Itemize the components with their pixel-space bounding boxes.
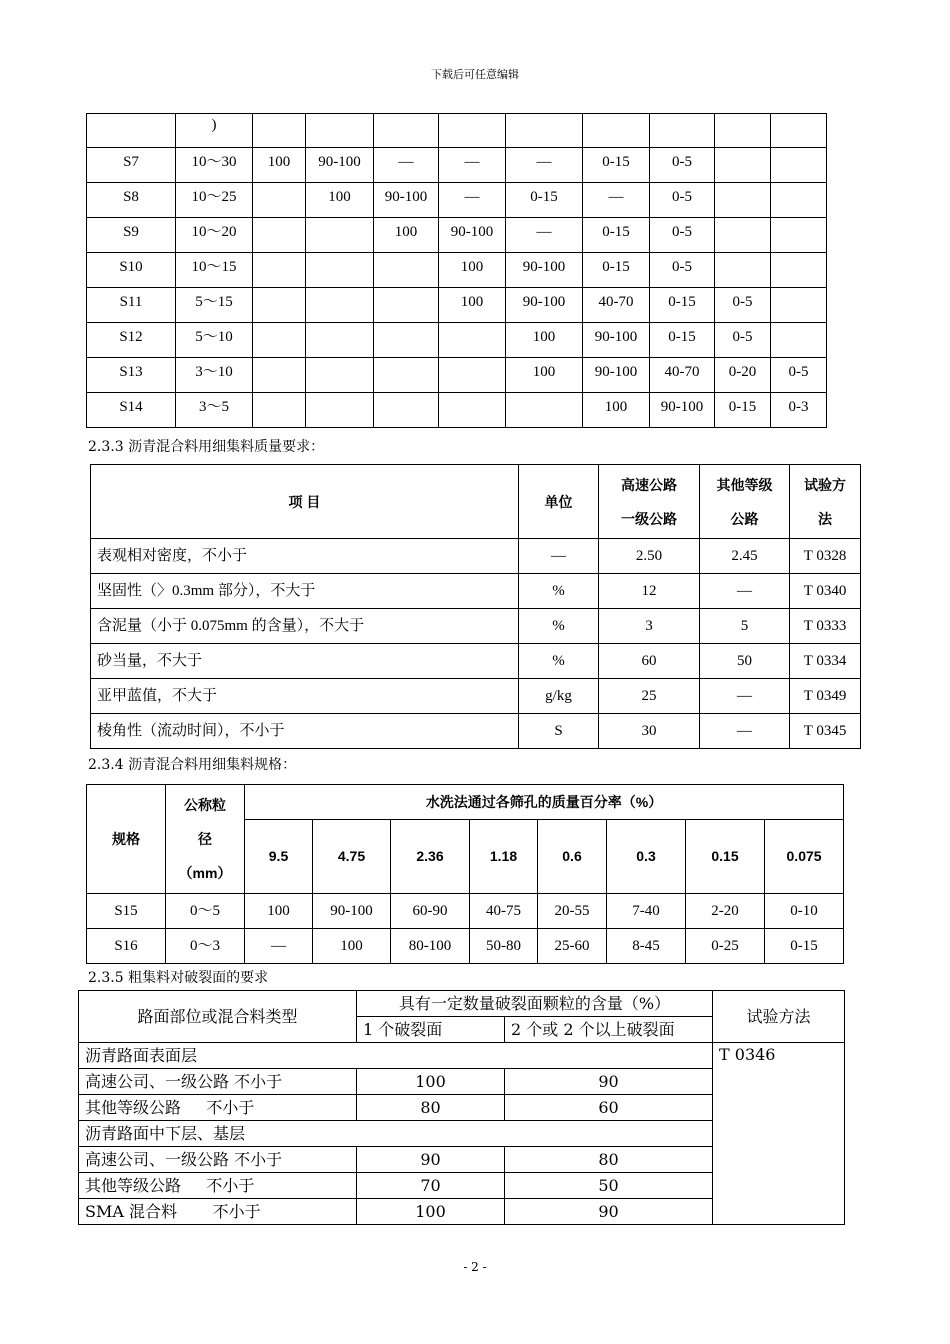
table-cell: 10～30 xyxy=(176,148,253,183)
table-row xyxy=(91,539,861,574)
value-cell: 80 xyxy=(357,1095,505,1121)
value-cell: 100 xyxy=(357,1199,505,1225)
table-cell: 30 xyxy=(599,714,700,749)
table-cell: — xyxy=(439,148,506,183)
header-test-method xyxy=(790,465,861,539)
item-cell: 含泥量（小于 0.075mm 的含量），不大于 xyxy=(91,609,519,644)
table-cell: % xyxy=(519,644,599,679)
header-other-line2: 公路 xyxy=(730,510,759,527)
table-cell: — xyxy=(700,679,790,714)
table-cell xyxy=(253,288,306,323)
header-nominal-size xyxy=(166,785,245,894)
table-row xyxy=(91,609,861,644)
table-cell: 5 xyxy=(700,609,790,644)
table-cell xyxy=(253,323,306,358)
item-cell: 亚甲蓝值，不大于 xyxy=(91,679,519,714)
table-cell: 0-15 xyxy=(650,323,715,358)
table-cell: 5～10 xyxy=(176,323,253,358)
item-cell: 砂当量，不大于 xyxy=(91,644,519,679)
spec-code-cell: S12 xyxy=(87,323,176,358)
header-passing-percent: 水洗法通过各筛孔的质量百分率（%） xyxy=(245,785,844,820)
table-cell: 60-90 xyxy=(391,894,470,929)
table-row xyxy=(87,393,827,428)
table-cell xyxy=(87,114,176,148)
table-cell xyxy=(253,253,306,288)
spec-code-cell: S10 xyxy=(87,253,176,288)
table-cell: 0～5 xyxy=(166,894,245,929)
table-cell xyxy=(374,358,439,393)
table-cell: 0-10 xyxy=(765,894,844,929)
table-cell xyxy=(715,218,771,253)
table-cell: 0-15 xyxy=(765,929,844,964)
table-cell: — xyxy=(245,929,313,964)
table-cell: 100 xyxy=(306,183,374,218)
sieve-size-header: 0.3 xyxy=(607,820,686,894)
spec-code-cell: S9 xyxy=(87,218,176,253)
spec-code-cell: S7 xyxy=(87,148,176,183)
sieve-size-header: 2.36 xyxy=(391,820,470,894)
header-method: 试验方法 xyxy=(713,991,845,1043)
table-cell: 3～10 xyxy=(176,358,253,393)
header-highway xyxy=(599,465,700,539)
table-cell: 100 xyxy=(506,358,583,393)
table-cell: 100 xyxy=(253,148,306,183)
value-cell: 50 xyxy=(505,1173,713,1199)
header-item: 项 目 xyxy=(91,465,519,539)
table-cell: 90-100 xyxy=(583,358,650,393)
table-cell: 25 xyxy=(599,679,700,714)
sieve-size-header: 9.5 xyxy=(245,820,313,894)
table-cell: — xyxy=(700,714,790,749)
value-cell: 60 xyxy=(505,1095,713,1121)
table-cell: 0-15 xyxy=(583,218,650,253)
header-size-line1: 公称粒 xyxy=(184,797,226,813)
sieve-size-header: 4.75 xyxy=(313,820,391,894)
table-cell: 100 xyxy=(583,393,650,428)
header-type: 路面部位或混合料类型 xyxy=(79,991,357,1043)
table-cell: 7-40 xyxy=(607,894,686,929)
table-cell xyxy=(306,253,374,288)
table-cell: 90-100 xyxy=(506,288,583,323)
table-row xyxy=(91,644,861,679)
table-cell: 0-3 xyxy=(771,393,827,428)
table-cell xyxy=(374,114,439,148)
section-heading-2-3-3: 2.3.3 沥青混合料用细集料质量要求： xyxy=(88,439,325,455)
table-cell: 60 xyxy=(599,644,700,679)
table-cell xyxy=(771,183,827,218)
table-cell: — xyxy=(374,148,439,183)
table-cell: 10～25 xyxy=(176,183,253,218)
table-cell: 0-15 xyxy=(650,288,715,323)
header-other-grade xyxy=(700,465,790,539)
table-cell xyxy=(253,218,306,253)
section-heading-2-3-4: 2.3.4 沥青混合料用细集料规格： xyxy=(88,757,297,773)
table-cell: 90-100 xyxy=(374,183,439,218)
type-cell: 高速公司、一级公路 不小于 xyxy=(79,1069,357,1095)
table-cell: T 0333 xyxy=(790,609,861,644)
group-row xyxy=(79,1043,845,1069)
table-row xyxy=(91,679,861,714)
table-row xyxy=(87,894,844,929)
table-row xyxy=(91,574,861,609)
table-cell: 50 xyxy=(700,644,790,679)
table-cell xyxy=(374,288,439,323)
table-row xyxy=(87,148,827,183)
table-cell xyxy=(306,393,374,428)
table-cell xyxy=(715,148,771,183)
table-cell xyxy=(583,114,650,148)
header-unit: 单位 xyxy=(519,465,599,539)
value-cell: 100 xyxy=(357,1069,505,1095)
header-method-line2: 法 xyxy=(818,510,832,527)
spec-code-cell: S15 xyxy=(87,894,166,929)
table-cell: 90-100 xyxy=(439,218,506,253)
spec-code-cell: S8 xyxy=(87,183,176,218)
spec-code-cell: S14 xyxy=(87,393,176,428)
header-one-face: 1 个破裂面 xyxy=(357,1017,505,1043)
table-cell: 100 xyxy=(374,218,439,253)
table-cell: 20-55 xyxy=(538,894,607,929)
table-cell: 100 xyxy=(245,894,313,929)
table-cell: 0-15 xyxy=(506,183,583,218)
section-heading-2-3-5: 2.3.5 粗集料对破裂面的要求 xyxy=(88,970,269,986)
table-cell xyxy=(715,114,771,148)
table-cell: 90-100 xyxy=(650,393,715,428)
header-highway-line2: 一级公路 xyxy=(621,510,677,527)
table-cell xyxy=(771,218,827,253)
table-cell: 0-15 xyxy=(583,148,650,183)
table-cell xyxy=(771,253,827,288)
value-cell: 90 xyxy=(357,1147,505,1173)
header-spec: 规格 xyxy=(87,785,166,894)
coarse-aggregate-spec-table xyxy=(86,113,827,428)
sieve-size-header: 0.075 xyxy=(765,820,844,894)
table-cell: T 0340 xyxy=(790,574,861,609)
table-cell: 0-5 xyxy=(650,148,715,183)
table-cell xyxy=(374,393,439,428)
table-row xyxy=(87,358,827,393)
table-cell: % xyxy=(519,609,599,644)
table-cell xyxy=(506,114,583,148)
table-cell: 90-100 xyxy=(506,253,583,288)
group-label-base: 沥青路面中下层、基层 xyxy=(79,1121,713,1147)
type-cell: 其他等级公路 不小于 xyxy=(79,1095,357,1121)
table-cell: 90-100 xyxy=(306,148,374,183)
table-row xyxy=(87,929,844,964)
table-cell: 0-15 xyxy=(583,253,650,288)
table-cell xyxy=(771,148,827,183)
table-cell xyxy=(374,253,439,288)
table-row xyxy=(87,218,827,253)
table-cell: — xyxy=(700,574,790,609)
table-cell: 3～5 xyxy=(176,393,253,428)
table-cell: 5～15 xyxy=(176,288,253,323)
table-cell: 0-5 xyxy=(650,218,715,253)
table-cell: 100 xyxy=(439,288,506,323)
type-cell: 高速公司、一级公路 不小于 xyxy=(79,1147,357,1173)
page-number: - 2 - xyxy=(463,1260,487,1274)
table-cell: 90-100 xyxy=(313,894,391,929)
table-cell: — xyxy=(519,539,599,574)
table-cell: 90-100 xyxy=(583,323,650,358)
table-cell: 0-5 xyxy=(715,323,771,358)
table-cell: S xyxy=(519,714,599,749)
table-cell: 80-100 xyxy=(391,929,470,964)
item-cell: 坚固性（〉0.3mm 部分），不大于 xyxy=(91,574,519,609)
header-size-line2: 径 xyxy=(198,831,212,847)
table-cell xyxy=(374,323,439,358)
table-cell: 0-20 xyxy=(715,358,771,393)
table-cell: T 0334 xyxy=(790,644,861,679)
table-cell: 50-80 xyxy=(470,929,538,964)
table-cell: 100 xyxy=(506,323,583,358)
table-cell xyxy=(253,393,306,428)
table-cell: 8-45 xyxy=(607,929,686,964)
table-cell: 100 xyxy=(439,253,506,288)
table-cell: — xyxy=(439,183,506,218)
table-cell xyxy=(715,183,771,218)
table-cell xyxy=(253,114,306,148)
table-cell: — xyxy=(506,148,583,183)
table-cell xyxy=(439,393,506,428)
table-cell xyxy=(306,218,374,253)
spec-code-cell: S16 xyxy=(87,929,166,964)
table-cell xyxy=(771,288,827,323)
table-cell: — xyxy=(583,183,650,218)
table-cell xyxy=(439,358,506,393)
group-label-surface: 沥青路面表面层 xyxy=(79,1043,713,1069)
sieve-size-header: 0.15 xyxy=(686,820,765,894)
value-cell: 80 xyxy=(505,1147,713,1173)
header-other-line1: 其他等级 xyxy=(716,476,773,493)
value-cell: 90 xyxy=(505,1069,713,1095)
test-method-cell: T 0346 xyxy=(713,1043,845,1225)
header-method-line1: 试验方 xyxy=(804,476,846,493)
value-cell: 70 xyxy=(357,1173,505,1199)
type-cell: SMA 混合料 不小于 xyxy=(79,1199,357,1225)
header-two-faces: 2 个或 2 个以上破裂面 xyxy=(505,1017,713,1043)
table-cell: 0-5 xyxy=(715,288,771,323)
table-cell: T 0349 xyxy=(790,679,861,714)
table-cell xyxy=(253,358,306,393)
table-cell: g/kg xyxy=(519,679,599,714)
table-cell: 0-15 xyxy=(715,393,771,428)
table-cell xyxy=(715,253,771,288)
table-cell xyxy=(306,288,374,323)
table-cell: 0～3 xyxy=(166,929,245,964)
table-cell xyxy=(306,323,374,358)
table-cell: T 0328 xyxy=(790,539,861,574)
table-cell xyxy=(306,114,374,148)
table-cell: T 0345 xyxy=(790,714,861,749)
type-cell: 其他等级公路 不小于 xyxy=(79,1173,357,1199)
table-cell: 2-20 xyxy=(686,894,765,929)
value-cell: 90 xyxy=(505,1199,713,1225)
table-cell: 40-70 xyxy=(583,288,650,323)
table-cell xyxy=(306,358,374,393)
table-cell: 10～20 xyxy=(176,218,253,253)
table-cell: 3 xyxy=(599,609,700,644)
spec-code-cell: S11 xyxy=(87,288,176,323)
spec-code-cell: S13 xyxy=(87,358,176,393)
fractured-face-table xyxy=(78,990,845,1225)
item-cell: 表观相对密度，不小于 xyxy=(91,539,519,574)
table-row xyxy=(87,323,827,358)
header-size-line3: （mm） xyxy=(178,865,232,881)
table-cell: 0-5 xyxy=(650,183,715,218)
fine-aggregate-quality-table xyxy=(90,464,861,749)
table-row xyxy=(87,288,827,323)
table-cell: — xyxy=(506,218,583,253)
header-fracture-content: 具有一定数量破裂面颗粒的含量（%） xyxy=(357,991,713,1017)
table-cell: 0-5 xyxy=(650,253,715,288)
table-cell: 40-70 xyxy=(650,358,715,393)
table-row xyxy=(91,714,861,749)
table-cell: 100 xyxy=(313,929,391,964)
table-row xyxy=(87,114,827,148)
table-cell: 0-25 xyxy=(686,929,765,964)
table-cell: 25-60 xyxy=(538,929,607,964)
fine-aggregate-spec-table xyxy=(86,784,844,964)
table-cell xyxy=(506,393,583,428)
table-cell xyxy=(253,183,306,218)
table-cell xyxy=(771,323,827,358)
item-cell: 棱角性（流动时间），不小于 xyxy=(91,714,519,749)
table-cell: 10～15 xyxy=(176,253,253,288)
table-cell xyxy=(439,323,506,358)
table-cell: 12 xyxy=(599,574,700,609)
table-cell: 40-75 xyxy=(470,894,538,929)
table-cell xyxy=(771,114,827,148)
page-header: 下载后可任意编辑 xyxy=(431,68,519,81)
table-cell: % xyxy=(519,574,599,609)
table-cell: 2.50 xyxy=(599,539,700,574)
sieve-size-header: 0.6 xyxy=(538,820,607,894)
table-cell: 0-5 xyxy=(771,358,827,393)
table-cell: ) xyxy=(176,114,253,148)
sieve-size-header: 1.18 xyxy=(470,820,538,894)
table-cell: 2.45 xyxy=(700,539,790,574)
header-highway-line1: 高速公路 xyxy=(621,476,677,493)
table-row xyxy=(87,253,827,288)
table-cell xyxy=(439,114,506,148)
table-row xyxy=(87,183,827,218)
table-cell xyxy=(650,114,715,148)
